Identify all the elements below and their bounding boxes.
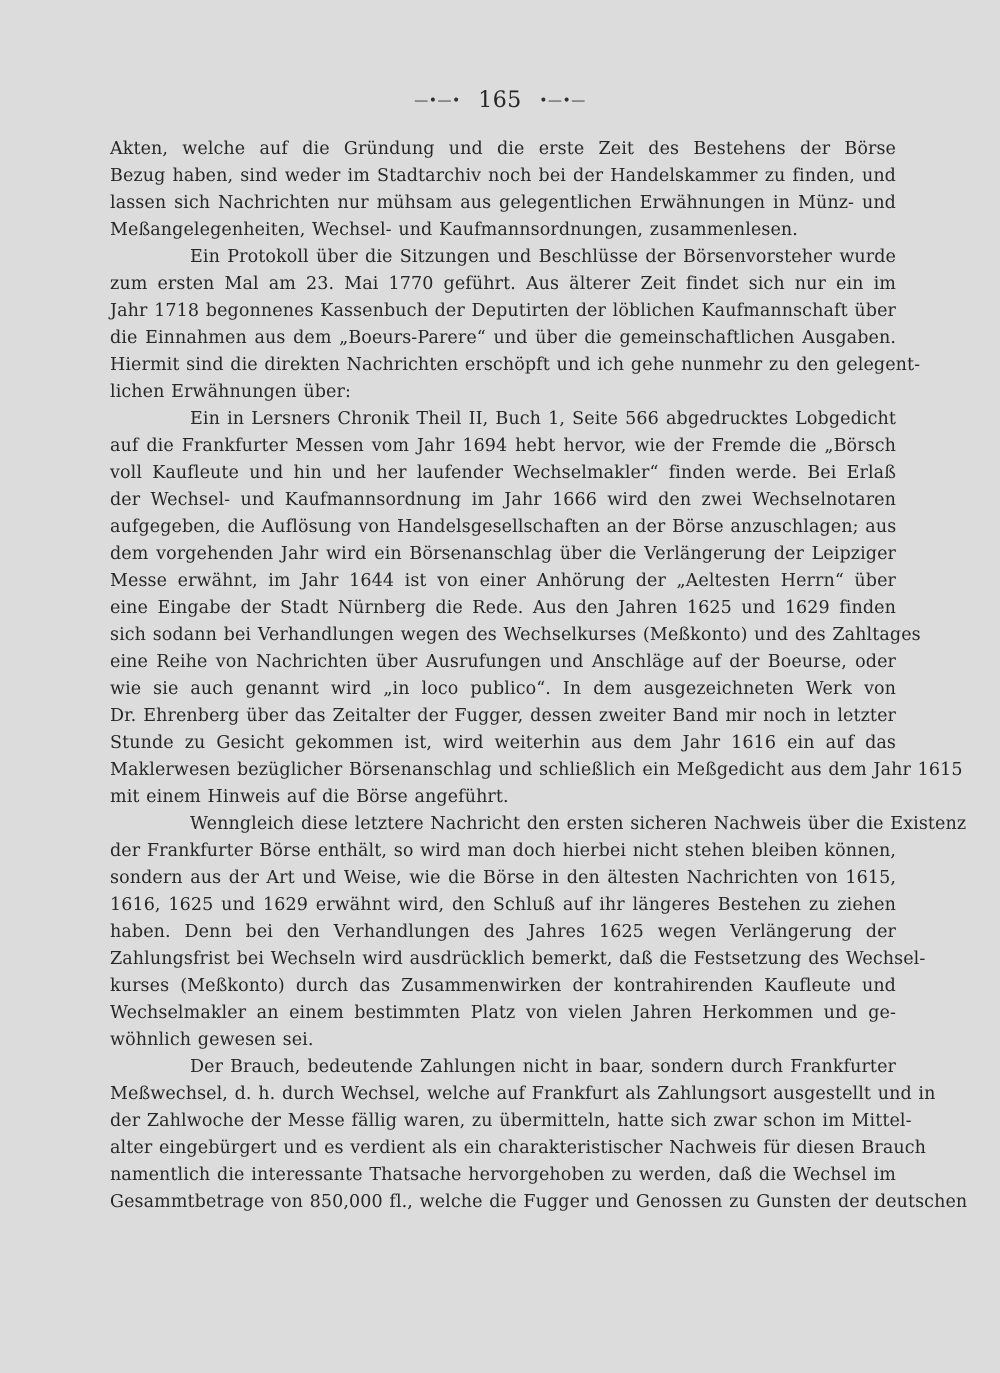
text-line: sondern aus der Art und Weise, wie die Börse in den ältesten Nachrichten von 1615, <box>110 868 896 888</box>
paragraph <box>110 1054 968 1216</box>
text-line: der Wechsel- und Kaufmannsordnung im Jahr 1666 wird den zwei Wechselnotaren <box>110 490 896 510</box>
text-line: Meßwechsel, d. h. durch Wechsel, welche auf Frankfurt als Zahlungsort ausgestellt und in <box>110 1084 936 1104</box>
paragraph <box>110 811 967 1054</box>
text-line: zum ersten Mal am 23. Mai 1770 geführt. Aus älterer Zeit findet sich nur ein im <box>110 274 896 294</box>
text-line: alter eingebürgert und es verdient als ein charakteristischer Nachweis für diesen Brauch <box>110 1138 926 1158</box>
text-line: Maklerwesen bezüglicher Börsenanschlag und schließlich ein Meßgedicht aus dem Jahr 1615 <box>110 760 963 780</box>
text-line: kurses (Meßkonto) durch das Zusammenwirken der kontrahirenden Kaufleute und <box>110 976 896 996</box>
text-line: namentlich die interessante Thatsache hervorgehoben zu werden, daß die Wechsel im <box>110 1165 896 1185</box>
text-line: Wechselmakler an einem bestimmten Platz von vielen Jahren Herkommen und ge- <box>110 1003 896 1023</box>
text-line: Wenngleich diese letztere Nachricht den ersten sicheren Nachweis über die Existenz <box>190 814 967 834</box>
text-line: lichen Erwähnungen über: <box>110 382 351 402</box>
page-body-text <box>110 136 968 1216</box>
text-line: der Zahlwoche der Messe fällig waren, zu übermitteln, hatte sich zwar schon im Mittel- <box>110 1111 912 1131</box>
text-line: die Einnahmen aus dem „Boeurs-Parere“ und über die gemeinschaftlichen Ausgaben. <box>110 328 896 348</box>
text-line: voll Kaufleute und hin und her laufender Wechselmakler“ finden werde. Bei Erlaß <box>110 463 896 483</box>
text-line: Stunde zu Gesicht gekommen ist, wird weiterhin aus dem Jahr 1616 ein auf das <box>110 733 896 753</box>
text-line: Ein Protokoll über die Sitzungen und Beschlüsse der Börsenvorsteher wurde <box>190 247 896 267</box>
paragraph <box>110 406 963 811</box>
text-line: eine Eingabe der Stadt Nürnberg die Rede. Aus den Jahren 1625 und 1629 finden <box>110 598 896 618</box>
text-line: Hiermit sind die direkten Nachrichten erschöpft und ich gehe nunmehr zu den gelegent- <box>110 355 921 375</box>
text-line: Zahlungsfrist bei Wechseln wird ausdrücklich bemerkt, daß die Festsetzung des Wechsel- <box>110 949 926 969</box>
text-line: auf die Frankfurter Messen vom Jahr 1694 hebt hervor, wie der Fremde die „Börsch <box>110 436 896 456</box>
paragraph <box>110 244 921 406</box>
text-line: Ein in Lersners Chronik Theil II, Buch 1, Seite 566 abgedrucktes Lobgedicht <box>190 409 896 429</box>
text-line: lassen sich Nachrichten nur mühsam aus gelegentlichen Erwähnungen in Münz- und <box>110 193 896 213</box>
text-line: wie sie auch genannt wird „in loco publico“. In dem ausgezeichneten Werk von <box>110 679 896 699</box>
paragraph <box>110 136 896 244</box>
text-line: Messe erwähnt, im Jahr 1644 ist von einer Anhörung der „Aeltesten Herrn“ über <box>110 571 896 591</box>
text-line: Akten, welche auf die Gründung und die erste Zeit des Bestehens der Börse <box>110 139 896 159</box>
text-line: Meßangelegenheiten, Wechsel- und Kaufmannsordnungen, zusammenlesen. <box>110 220 798 240</box>
text-line: Dr. Ehrenberg über das Zeitalter der Fugger, dessen zweiter Band mir noch in letzter <box>110 706 896 726</box>
text-line: mit einem Hinweis auf die Börse angeführt. <box>110 787 509 807</box>
text-line: dem vorgehenden Jahr wird ein Börsenanschlag über die Verlängerung der Leipziger <box>110 544 896 564</box>
text-line: Jahr 1718 begonnenes Kassenbuch der Deputirten der löblichen Kaufmannschaft über <box>110 301 896 321</box>
text-line: Gesammtbetrage von 850,000 fl., welche die Fugger und Genossen zu Gunsten der deutschen <box>110 1192 968 1212</box>
text-line: Der Brauch, bedeutende Zahlungen nicht in baar, sondern durch Frankfurter <box>190 1057 896 1077</box>
text-line: haben. Denn bei den Verhandlungen des Jahres 1625 wegen Verlängerung der <box>110 922 896 942</box>
page-header <box>0 88 1000 113</box>
text-line: der Frankfurter Börse enthält, so wird man doch hierbei nicht stehen bleiben können, <box>110 841 896 861</box>
ornament-right: •—•— <box>539 93 586 109</box>
text-line: eine Reihe von Nachrichten über Ausrufungen und Anschläge auf der Boeurse, oder <box>110 652 896 672</box>
text-line: Bezug haben, sind weder im Stadtarchiv noch bei der Handelskammer zu finden, und <box>110 166 896 186</box>
text-line: 1616, 1625 und 1629 erwähnt wird, den Schluß auf ihr längeres Bestehen zu ziehen <box>110 895 896 915</box>
page-number: 165 <box>478 88 522 113</box>
text-line: wöhnlich gewesen sei. <box>110 1030 314 1050</box>
text-line: aufgegeben, die Auflösung von Handelsgesellschaften an der Börse anzuschlagen; aus <box>110 517 897 537</box>
ornament-left: —•—• <box>414 93 461 109</box>
text-line: sich sodann bei Verhandlungen wegen des Wechselkurses (Meßkonto) und des Zahltages <box>110 625 921 645</box>
